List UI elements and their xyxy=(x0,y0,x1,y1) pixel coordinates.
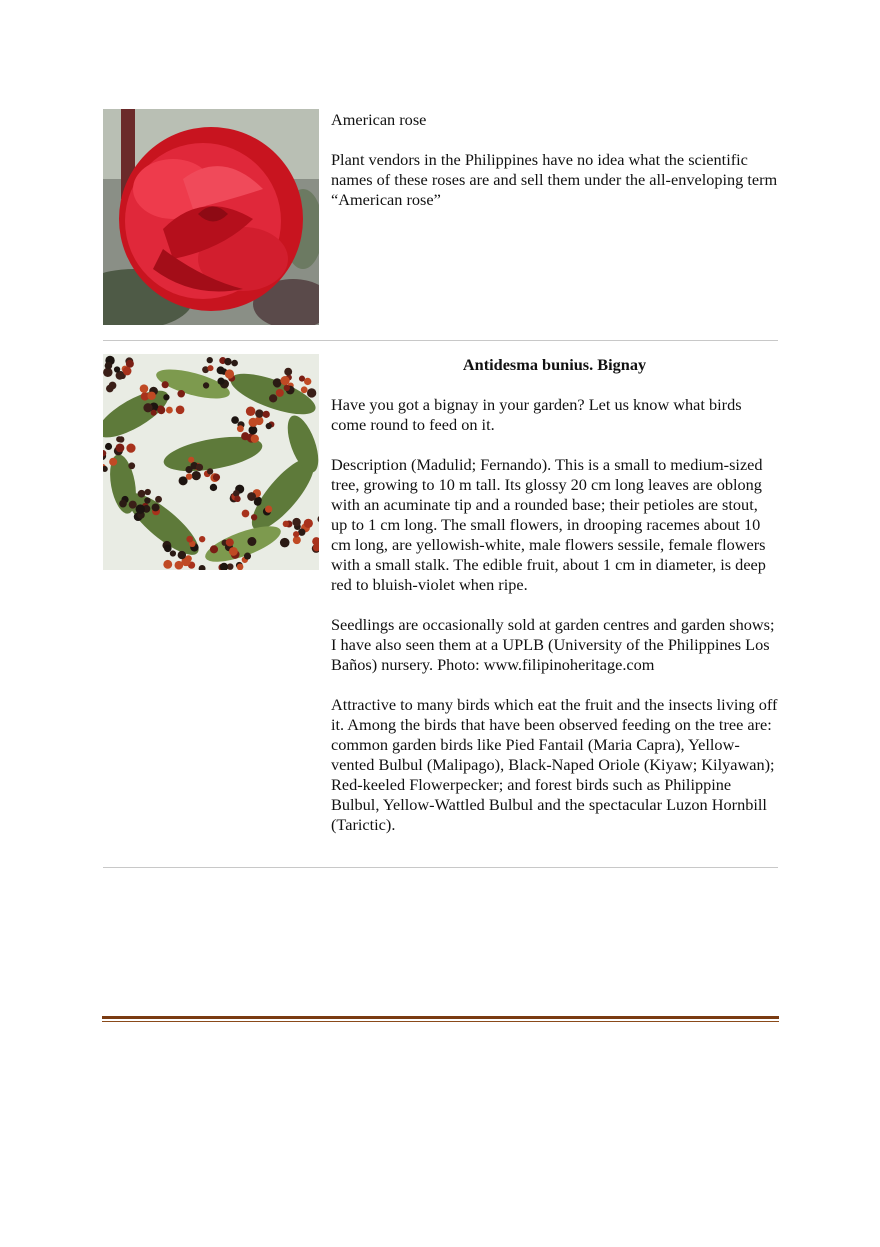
berry xyxy=(185,466,192,473)
berry xyxy=(178,551,186,559)
bignay-photo xyxy=(103,354,319,570)
bignay-description: Description (Madulid; Fernando). This is a small to medium-sized tree, growing to 10 m tall. Its glossy 20 cm long leaves are oblong with an acuminate tip and a rounded base; their petioles are stout, up to 1 cm long. The small flowers, in drooping racemes about 10 cm long, are yellowish-white, male flowers sessile, female flowers with a small stalk. The edible fruit, about 1 cm in diameter, is deep red to bluish-violet when ripe. xyxy=(331,455,766,594)
berry xyxy=(213,474,220,481)
berry xyxy=(166,407,173,414)
berry xyxy=(210,484,217,491)
berry xyxy=(138,490,146,498)
entry-american-rose xyxy=(103,109,778,325)
berry xyxy=(304,519,313,528)
berry xyxy=(301,386,308,393)
berry xyxy=(255,409,263,417)
american-rose-description: Plant vendors in the Philippines have no idea what the scientific names of these roses are and sell them under the all-enveloping term “American rose” xyxy=(331,150,778,209)
berry xyxy=(251,514,257,520)
berry xyxy=(229,547,238,556)
divider-bottom xyxy=(103,867,778,868)
berry xyxy=(170,550,176,556)
berry xyxy=(237,564,244,570)
berry xyxy=(186,473,192,479)
berry xyxy=(199,536,205,542)
berry xyxy=(217,378,224,385)
berry xyxy=(234,496,240,502)
berry xyxy=(207,365,213,371)
berry xyxy=(307,388,316,397)
berry xyxy=(265,506,272,513)
bignay-text xyxy=(331,355,778,855)
berry xyxy=(203,382,209,388)
berry xyxy=(119,500,127,508)
rose-photo xyxy=(103,109,319,325)
berry xyxy=(144,497,150,503)
bignay-birds: Attractive to many birds which eat the fruit and the insects living off it. Among the birds that have been observed feeding on the tree are: common garden birds like Pied Fantail (Maria Capra), Yellow-vented Bulbul (Malipago), Black-Naped Oriole (Kiyaw; Kilyawan); Red-keeled Flowerpecker; and forest birds such as Philippine Bulbul, Yellow-Wattled Bulbul and the spectacular Luzon Hornbill (Tarictic). xyxy=(331,695,778,834)
american-rose-title: American rose xyxy=(331,110,427,129)
berry xyxy=(242,510,250,518)
berry xyxy=(109,382,117,390)
american-rose-text xyxy=(331,110,778,230)
berry xyxy=(276,389,284,397)
berry xyxy=(254,498,262,506)
berry xyxy=(304,378,311,385)
berry xyxy=(226,538,234,546)
berry xyxy=(176,405,185,414)
divider-top xyxy=(103,340,778,341)
berry xyxy=(251,435,259,443)
berry xyxy=(241,432,249,440)
berry xyxy=(249,418,258,427)
entry-bignay xyxy=(103,354,778,854)
berry xyxy=(284,385,290,391)
berry xyxy=(186,536,193,543)
berry xyxy=(247,537,256,546)
berry xyxy=(224,358,231,365)
berry xyxy=(269,394,277,402)
bignay-intro: Have you got a bignay in your garden? Let us know what birds come round to feed on it. xyxy=(331,395,742,434)
berry xyxy=(123,367,132,376)
berry xyxy=(192,471,201,480)
berry xyxy=(284,368,292,376)
berry xyxy=(147,392,155,400)
berry xyxy=(105,362,113,370)
berry xyxy=(233,490,240,497)
berry xyxy=(105,443,112,450)
berry xyxy=(163,560,172,569)
berry xyxy=(129,501,137,509)
berry xyxy=(145,489,151,495)
berry xyxy=(263,411,270,418)
berry xyxy=(140,384,149,393)
berry xyxy=(118,436,124,442)
berry xyxy=(231,360,238,367)
berry xyxy=(114,366,120,372)
berry xyxy=(293,531,299,537)
bignay-seedlings: Seedlings are occasionally sold at garden centres and garden shows; I have also seen them at a UPLB (University of the Philippines Los Baños) nursery. Photo: www.filipinoheritage.com xyxy=(331,615,775,674)
berry xyxy=(157,406,165,414)
berry xyxy=(128,462,135,469)
berry xyxy=(273,378,282,387)
berry xyxy=(283,521,289,527)
berry xyxy=(231,416,239,424)
berry xyxy=(162,381,169,388)
berry xyxy=(155,496,162,503)
berry xyxy=(175,561,184,570)
berry xyxy=(248,426,257,435)
berry xyxy=(292,518,300,526)
berry xyxy=(237,425,244,432)
berry xyxy=(266,423,272,429)
berry xyxy=(143,403,152,412)
bignay-heading: Antidesma bunius. Bignay xyxy=(462,355,647,374)
berry xyxy=(210,545,218,553)
berry xyxy=(164,545,172,553)
berry xyxy=(126,444,135,453)
berry xyxy=(177,390,185,398)
footer-rule xyxy=(102,1016,779,1022)
berry xyxy=(152,503,160,511)
berry xyxy=(280,538,290,548)
berry xyxy=(244,553,251,560)
berry xyxy=(280,376,289,385)
berry xyxy=(136,504,145,513)
berry xyxy=(188,457,194,463)
berry xyxy=(163,394,169,400)
berry xyxy=(246,407,256,417)
berry xyxy=(207,357,213,363)
berry xyxy=(196,464,203,471)
berry xyxy=(207,468,213,474)
berry xyxy=(225,369,234,378)
berry xyxy=(109,458,117,466)
berry xyxy=(116,443,125,452)
footer-rule-thin xyxy=(102,1021,779,1022)
